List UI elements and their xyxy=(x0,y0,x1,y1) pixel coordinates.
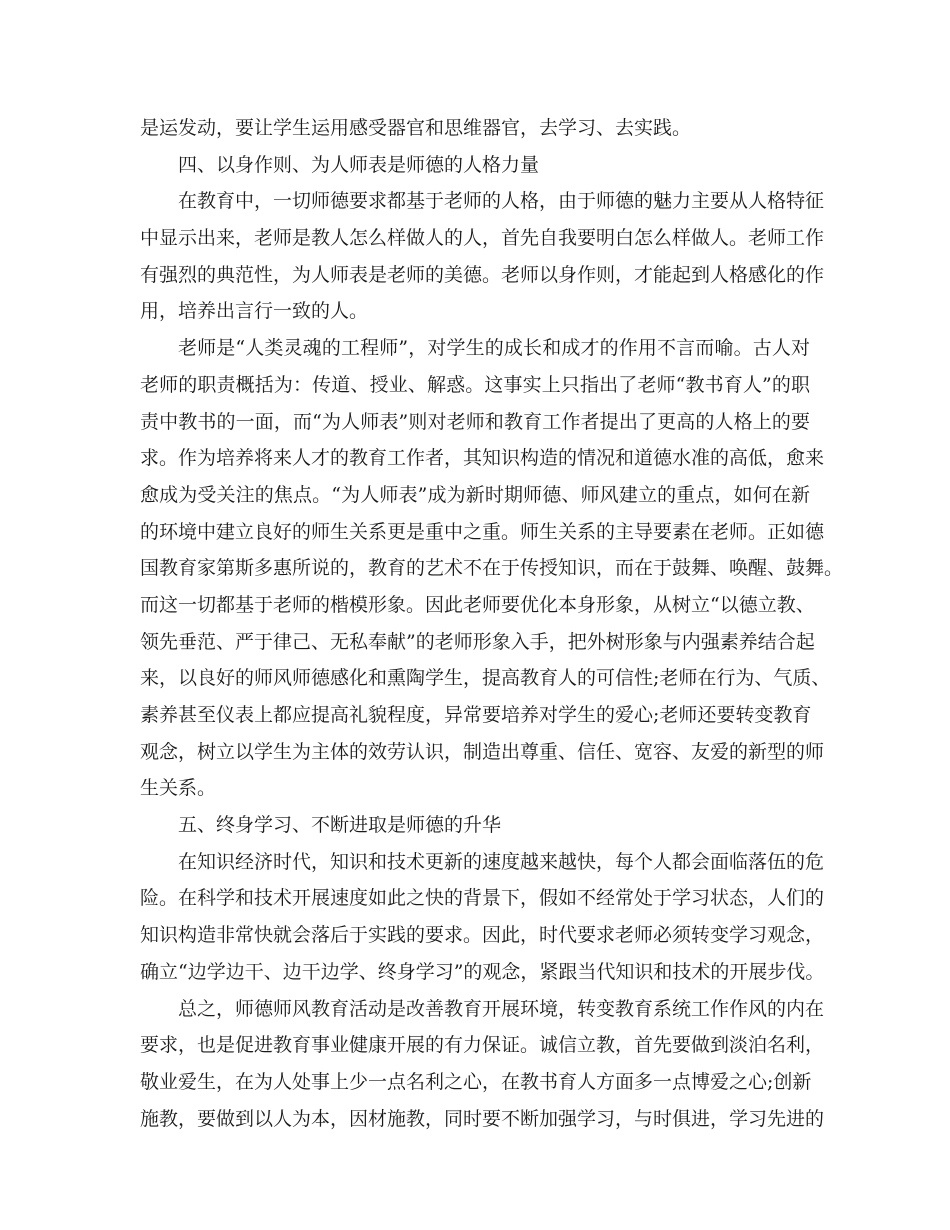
paragraph-line: 确立“边学边干、边干边学、终身学习”的观念，紧跟当代知识和技术的开展步伐。 xyxy=(140,960,825,983)
paragraph-line: 观念，树立以学生为主体的效劳认识，制造出尊重、信任、宽容、友爱的新型的师 xyxy=(140,740,825,763)
paragraph-line: 在教育中，一切师德要求都基于老师的人格，由于师德的魅力主要从人格特征 xyxy=(178,190,825,213)
paragraph-line: 知识构造非常快就会落后于实践的要求。因此，时代要求老师必须转变学习观念， xyxy=(140,924,825,947)
paragraph-line: 要求，也是促进教育事业健康开展的有力保证。诚信立教，首先要做到淡泊名利， xyxy=(140,1034,825,1057)
paragraph-line: 来，以良好的师风师德感化和熏陶学生，提高教育人的可信性;老师在行为、气质、 xyxy=(140,667,831,690)
paragraph-line: 敬业爱生，在为人处事上少一点名利之心，在教书育人方面多一点博爱之心;创新 xyxy=(140,1070,812,1093)
section-heading: 四、以身作则、为人师表是师德的人格力量 xyxy=(178,153,540,176)
paragraph-line: 在知识经济时代，知识和技术更新的速度越来越快，每个人都会面临落伍的危 xyxy=(178,850,825,873)
paragraph-line: 老师是“人类灵魂的工程师”，对学生的成长和成才的作用不言而喻。古人对 xyxy=(178,337,810,360)
paragraph-line: 的环境中建立良好的师生关系更是重中之重。师生关系的主导要素在老师。正如德 xyxy=(140,520,825,543)
body-text xyxy=(140,110,844,1137)
paragraph-line: 素养甚至仪表上都应提高礼貌程度，异常要培养对学生的爱心;老师还要转变教育 xyxy=(140,704,812,726)
paragraph-line: 用，培养出言行一致的人。 xyxy=(140,300,369,323)
section-heading: 五、终身学习、不断进取是师德的升华 xyxy=(178,814,502,837)
paragraph-line: 国教育家第斯多惠所说的，教育的艺术不在于传授知识，而在于鼓舞、唤醒、鼓舞。 xyxy=(140,557,844,580)
paragraph-line: 而这一切都基于老师的楷模形象。因此老师要优化本身形象，从树立“以德立教、 xyxy=(140,593,815,616)
paragraph-line: 求。作为培养将来人才的教育工作者，其知识构造的情况和道德水准的高低，愈来 xyxy=(140,447,825,470)
paragraph-line: 老师的职责概括为：传道、授业、解惑。这事实上只指出了老师“教书育人”的职 xyxy=(140,373,810,396)
paragraph-line: 愈成为受关注的焦点。“为人师表”成为新时期师德、师风建立的重点，如何在新 xyxy=(140,483,810,506)
paragraph-line: 责中教书的一面，而“为人师表”则对老师和教育工作者提出了更高的人格上的要 xyxy=(140,410,810,433)
paragraph-line: 险。在科学和技术开展速度如此之快的背景下，假如不经常处于学习状态，人们的 xyxy=(140,887,825,910)
paragraph-line: 中显示出来，老师是教人怎么样做人的人，首先自我要明白怎么样做人。老师工作 xyxy=(140,227,825,250)
paragraph-line: 领先垂范、严于律己、无私奉献”的老师形象入手，把外树形象与内强素养结合起 xyxy=(140,630,815,653)
paragraph-line: 有强烈的典范性，为人师表是老师的美德。老师以身作则，才能起到人格感化的作 xyxy=(140,263,825,286)
paragraph-line: 生关系。 xyxy=(140,777,217,800)
paragraph-line: 是运发动，要让学生运用感受器官和思维器官，去学习、去实践。 xyxy=(140,117,692,139)
paragraph-line: 总之，师德师风教育活动是改善教育开展环境，转变教育系统工作作风的内在 xyxy=(178,997,825,1020)
paragraph-line: 施教，要做到以人为本，因材施教，同时要不断加强学习，与时俱进，学习先进的 xyxy=(140,1107,825,1130)
